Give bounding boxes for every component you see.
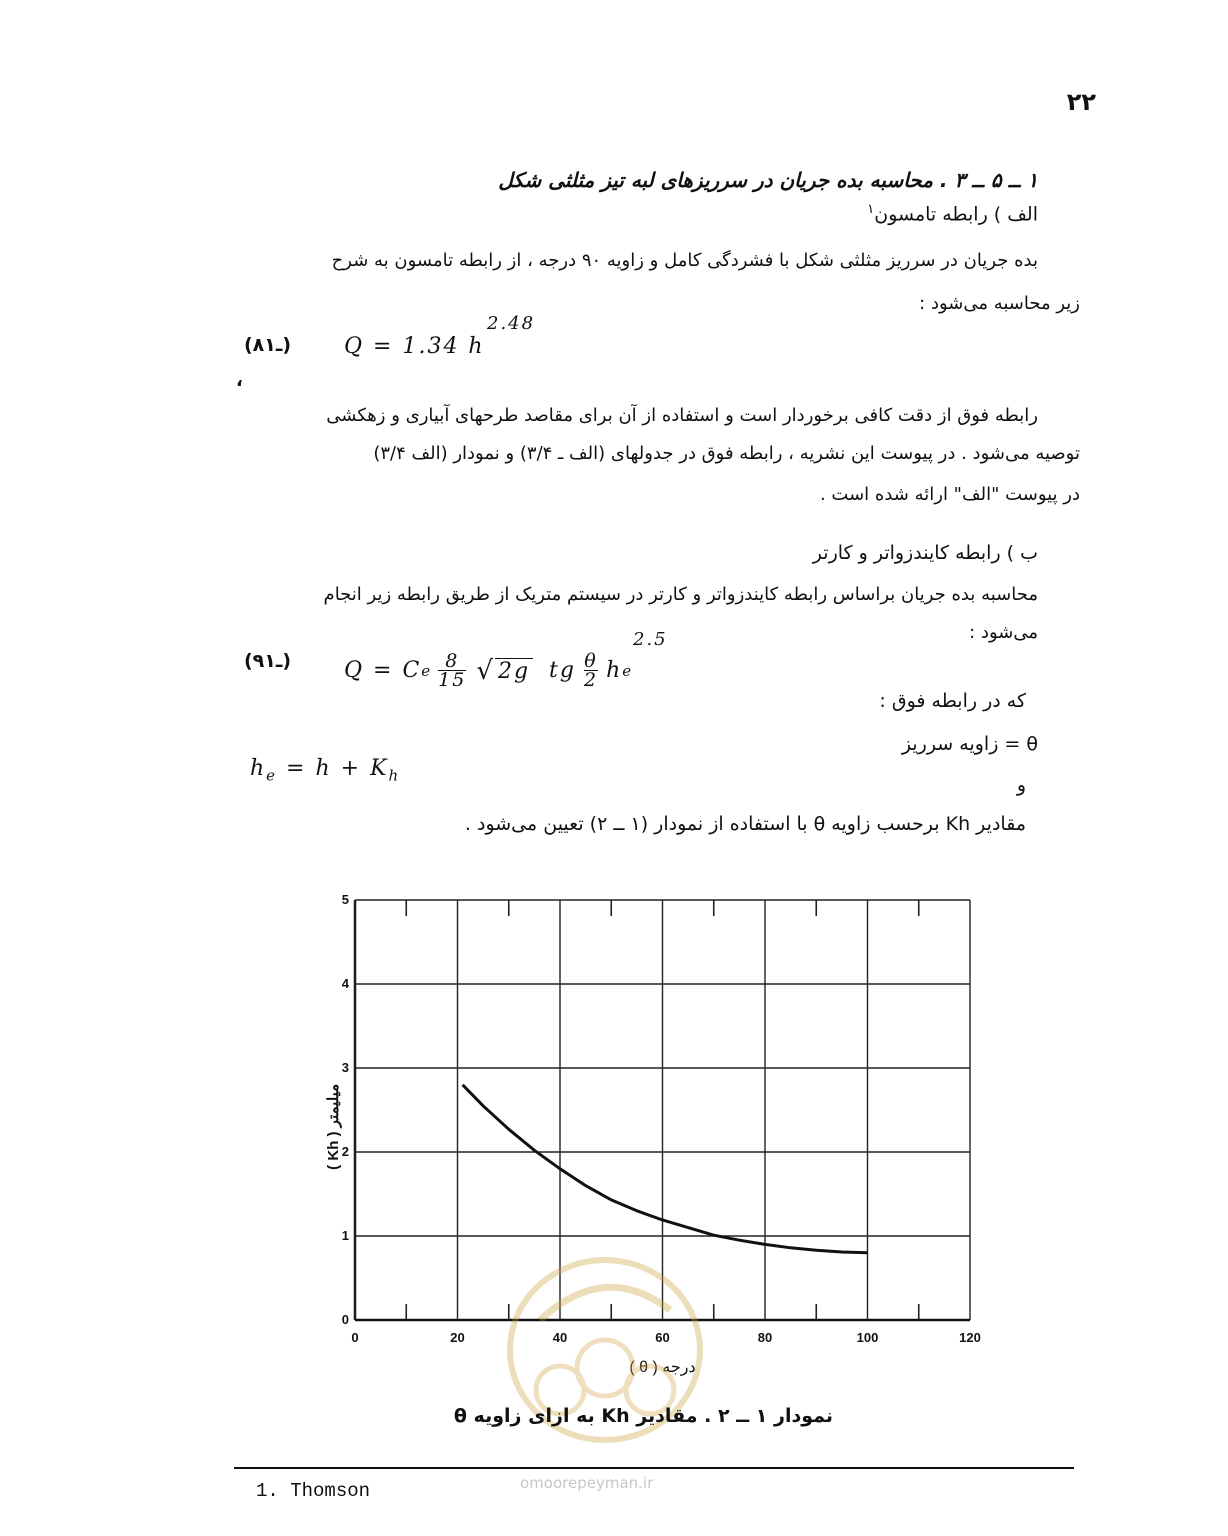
eq9-q: Q = C — [344, 658, 422, 683]
footnote-rule — [234, 1467, 1074, 1469]
equation-8-1: Q = 1.34 h — [344, 334, 485, 359]
equation-8-1-exponent: 2.48 — [487, 313, 536, 334]
paragraph-a-line1: بده جریان در سرریز مثلثی شکل با فشردگی کامل و زاویه ۹۰ درجه ، از رابطه تامسون به شرح — [331, 250, 1038, 271]
he-equation — [250, 756, 400, 784]
stray-mark: ، — [236, 370, 243, 391]
subsection-a-heading-text: الف ) رابطه تامسون — [874, 203, 1038, 226]
x-axis-label: درجه ( θ ) — [629, 1359, 696, 1376]
he-rest: = h + K — [277, 756, 389, 781]
paragraph-a-after2: توصیه می‌شود . در پیوست این نشریه ، رابطه فوق در جدولهای (الف ـ ۳/۴) و نمودار (الف ۳/۴) — [373, 443, 1080, 464]
where-line: که در رابطه فوق : — [879, 690, 1026, 712]
y-tick-label: 3 — [341, 1060, 349, 1075]
he-h: h — [250, 756, 267, 781]
paragraph-b-line2: می‌شود : — [969, 622, 1038, 643]
x-tick-label: 40 — [552, 1330, 568, 1345]
page-number: ۲۲ — [1066, 88, 1096, 116]
x-tick-label: 120 — [959, 1330, 981, 1345]
paragraph-a-after1: رابطه فوق از دقت کافی برخوردار است و استفاده از آن برای مقاصد طرحهای آبیاری و زهکشی — [326, 405, 1038, 426]
y-tick-label: 2 — [341, 1144, 349, 1159]
paragraph-a-line2: زیر محاسبه می‌شود : — [919, 293, 1080, 314]
eq9-fraction-8-15 — [438, 652, 466, 689]
paragraph-b-line1: محاسبه بده جریان براساس رابطه کایندزواتر و کارتر در سیستم متریک از طریق رابطه زیر انجام — [323, 584, 1038, 605]
footnote-mark: ۱ — [867, 202, 875, 217]
he-sub: e — [266, 766, 278, 785]
y-tick-label: 5 — [341, 892, 349, 907]
eq9-frac1-den: 15 — [438, 669, 467, 691]
equation-9-1-number: (۹ـ۱) — [244, 650, 292, 672]
x-tick-label: 100 — [856, 1330, 879, 1345]
kh-line: مقادیر Kh برحسب زاویه θ با استفاده از نمودار (۱ ــ ۲) تعیین می‌شود . — [464, 813, 1026, 835]
y-tick-label: 1 — [341, 1228, 349, 1243]
eq9-c-sub: e — [421, 661, 433, 680]
eq9-tg: tg — [549, 658, 576, 683]
eq9-h-sub: e — [622, 661, 634, 680]
kh-curve — [463, 1085, 868, 1253]
he-k-sub: h — [388, 766, 401, 785]
equation-9-1-exponent: 2.5 — [633, 629, 668, 650]
eq9-h: h — [606, 658, 623, 683]
x-tick-label: 0 — [351, 1330, 359, 1345]
subsection-a-heading — [867, 202, 1038, 225]
chart-caption: نمودار ۱ ــ ۲ . مقادیر Kh به ازای زاویه θ — [453, 1405, 833, 1427]
eq9-sqrt-body: 2g — [495, 658, 533, 684]
eq9-frac2-num: θ — [584, 650, 598, 672]
theta-definition: θ = زاویه سرریز — [901, 733, 1038, 755]
subsection-b-heading: ب ) رابطه کایندزواتر و کارتر — [812, 542, 1038, 564]
section-title: ۱ ــ ۵ ــ ۳ . محاسبه بده جریان در سرریزهای لبه تیز مثلثی شکل — [498, 168, 1038, 192]
x-tick-label: 20 — [450, 1330, 465, 1345]
eq9-frac1-num: 8 — [445, 650, 460, 672]
x-tick-label: 60 — [655, 1330, 670, 1345]
y-tick-label: 0 — [341, 1312, 349, 1327]
watermark-url: omoorepeyman.ir — [520, 1474, 654, 1492]
y-axis-label: میلیمتر ( Kh ) — [325, 1083, 342, 1170]
equation-9-1 — [344, 652, 633, 689]
sqrt-symbol-icon: √ — [476, 655, 495, 686]
eq9-fraction-theta-2 — [584, 652, 598, 689]
and-line: و — [1016, 774, 1026, 796]
x-tick-label: 80 — [757, 1330, 773, 1345]
eq9-frac2-den: 2 — [583, 669, 599, 691]
seal-calligraphy-icon — [540, 1287, 670, 1320]
equation-8-1-number: (۸ـ۱) — [244, 334, 292, 356]
y-tick-label: 4 — [341, 976, 349, 991]
footnote: 1. Thomson — [256, 1480, 371, 1502]
paragraph-a-after3: در پیوست "الف" ارائه شده است . — [819, 484, 1080, 505]
